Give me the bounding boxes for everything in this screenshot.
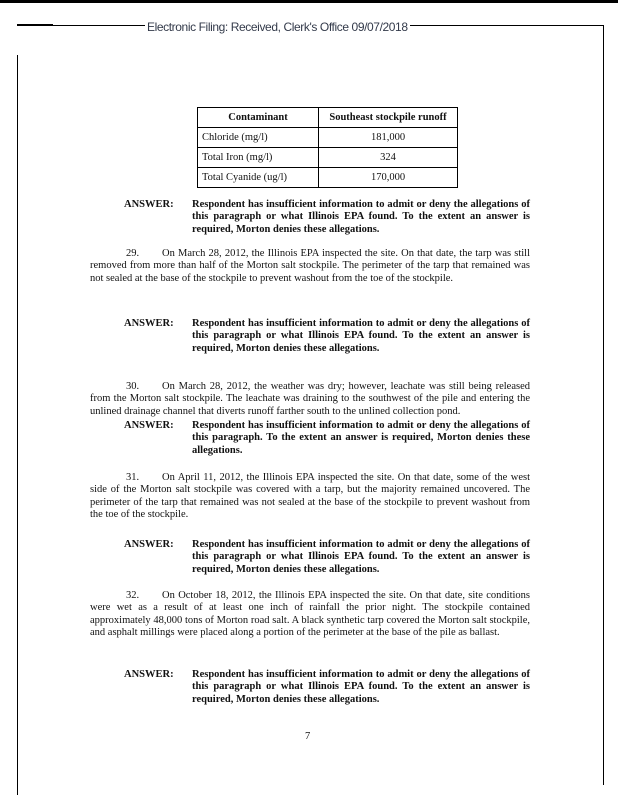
column-header: Contaminant: [198, 108, 319, 128]
page-number: 7: [305, 731, 311, 742]
paragraph-30: [90, 381, 530, 418]
answer-block: [124, 199, 530, 236]
paragraph-number: 32.: [126, 590, 140, 601]
answer-block: [124, 669, 530, 706]
filing-stamp: Electronic Filing: Received, Clerk's Office 09/07/2018: [147, 20, 408, 34]
answer-label: ANSWER:: [124, 318, 174, 329]
contaminant-table: [197, 107, 458, 188]
column-header: Southeast stockpile runoff: [319, 108, 458, 128]
paragraph-number: 29.: [126, 248, 140, 259]
answer-text: Respondent has insufficient information to admit or deny the allegations of this paragraph or what Illinois EPA found. To the extent an answer is required, Morton denies these allegations.: [192, 669, 530, 705]
scan-border-left: [17, 55, 18, 795]
answer-block: [124, 420, 530, 457]
paragraph-31: [90, 472, 530, 522]
answer-text: Respondent has insufficient information to admit or deny the allegations of this paragraph. To the extent an answer is required, Morton denies these allegations.: [192, 420, 530, 456]
paragraph-number: 31.: [126, 472, 140, 483]
table-cell: 324: [319, 148, 458, 168]
paragraph-text: On March 28, 2012, the weather was dry; however, leachate was still being released from the Morton salt stockpile. The leachate was draining to the southwest of the pile and entering the unlined drainage channel that diverts runoff farther south to the unlined collection pond.: [90, 381, 530, 417]
answer-text: Respondent has insufficient information to admit or deny the allegations of this paragraph or what Illinois EPA found. To the extent an answer is required, Morton denies these allegations.: [192, 199, 530, 235]
table-cell: Total Cyanide (ug/l): [198, 168, 319, 188]
paragraph-text: On March 28, 2012, the Illinois EPA inspected the site. On that date, the tarp was still removed from more than half of the Morton salt stockpile. The perimeter of the tarp that remained was not sealed at the base of the stockpile to prevent washout from the toe of the stockpile.: [90, 248, 530, 284]
answer-block: [124, 539, 530, 576]
table-header-row: [198, 108, 458, 128]
table-cell: Total Iron (mg/l): [198, 148, 319, 168]
answer-label: ANSWER:: [124, 669, 174, 680]
table-row: [198, 128, 458, 148]
table-cell: Chloride (mg/l): [198, 128, 319, 148]
answer-text: Respondent has insufficient information to admit or deny the allegations of this paragraph or what Illinois EPA found. To the extent an answer is required, Morton denies these allegations.: [192, 318, 530, 354]
answer-block: [124, 318, 530, 355]
paragraph-text: On October 18, 2012, the Illinois EPA inspected the site. On that date, site conditions were wet as a result of at least one inch of rainfall the prior night. The stockpile contained approximately 48,000 tons of Morton road salt. A black synthetic tarp covered the Morton salt stockpile, and asphalt millings were placed along a portion of the perimeter at the base of the pile as ballast.: [90, 590, 530, 639]
scan-line: [17, 24, 53, 26]
table-row: [198, 168, 458, 188]
answer-label: ANSWER:: [124, 539, 174, 550]
scan-border-right: [603, 25, 604, 785]
paragraph-number: 30.: [126, 381, 140, 392]
answer-label: ANSWER:: [124, 199, 174, 210]
table-cell: 170,000: [319, 168, 458, 188]
paragraph-text: On April 11, 2012, the Illinois EPA inspected the site. On that date, some of the west side of the Morton salt stockpile was covered with a tarp, but the majority remained uncovered. The perimeter of the tarp that remained was not sealed at the base of the stockpile to prevent washout from the toe of the stockpile.: [90, 472, 530, 521]
scan-border-top: [0, 0, 618, 3]
table-row: [198, 148, 458, 168]
table-cell: 181,000: [319, 128, 458, 148]
answer-label: ANSWER:: [124, 420, 174, 431]
paragraph-29: [90, 248, 530, 285]
answer-text: Respondent has insufficient information to admit or deny the allegations of this paragraph or what Illinois EPA found. To the extent an answer is required, Morton denies these allegations.: [192, 539, 530, 575]
paragraph-32: [90, 590, 530, 640]
